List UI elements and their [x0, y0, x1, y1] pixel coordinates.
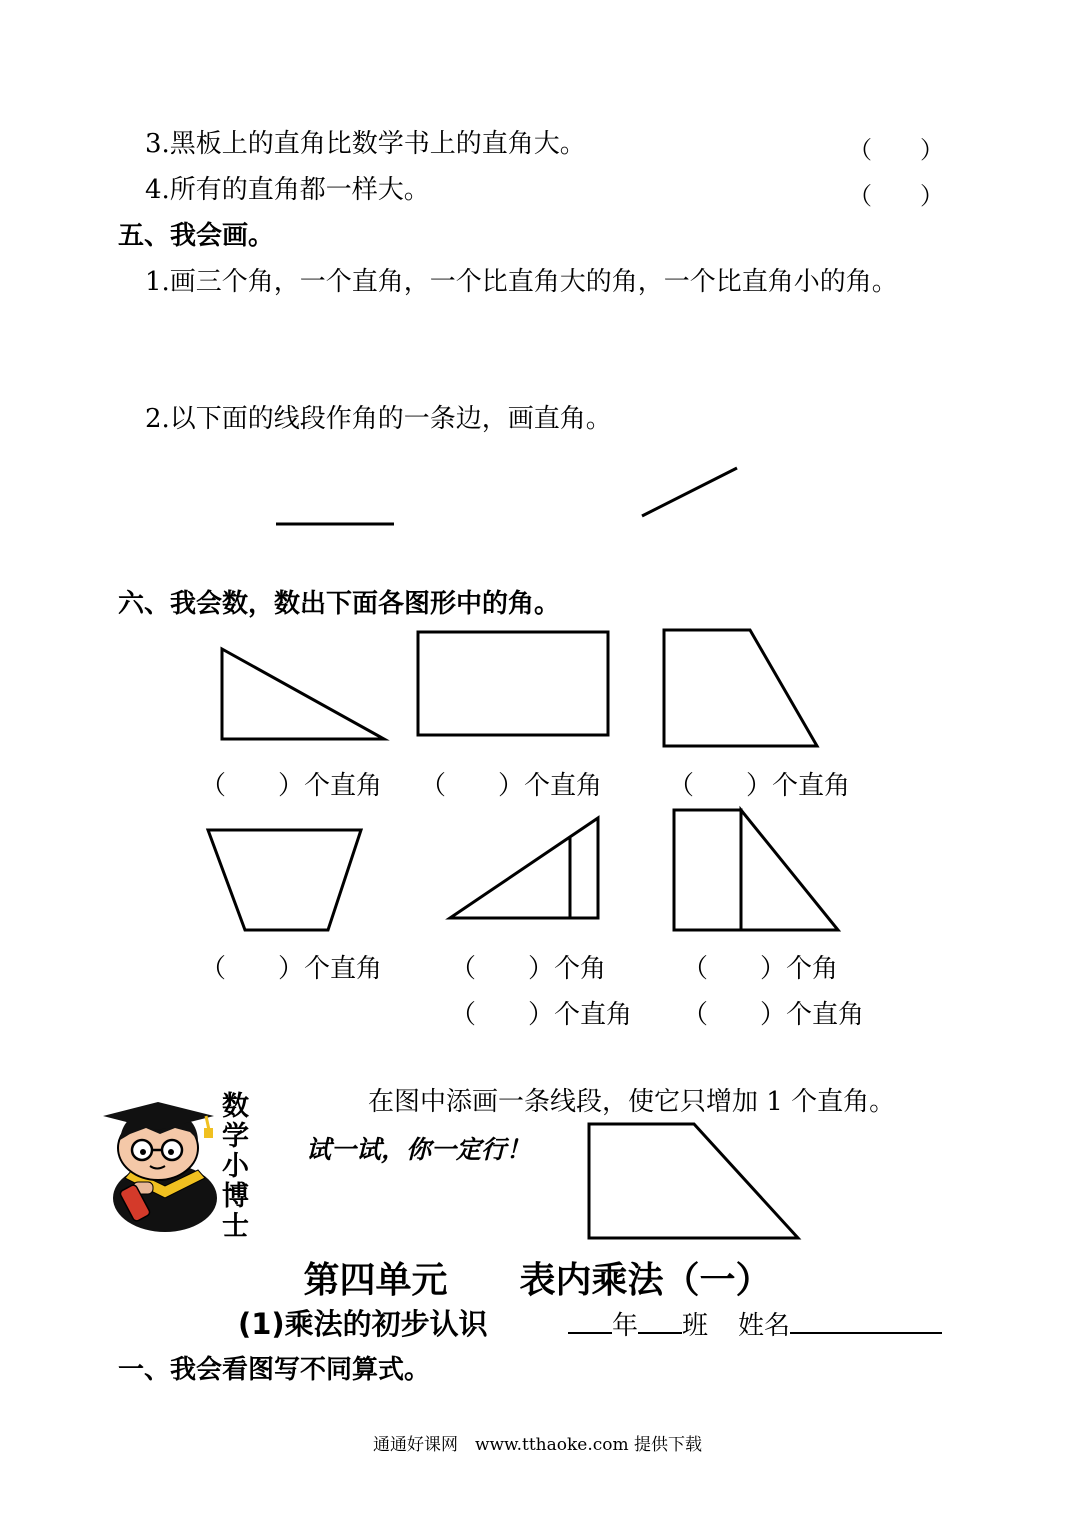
draw-section-heading: 五、我会画。: [118, 221, 275, 251]
doctor-trapezoid-figure: [589, 1124, 798, 1238]
rectangle-figure: [418, 632, 608, 735]
doctor-cartoon-icon: [103, 1102, 217, 1232]
answer-blank-q3[interactable]: （ ）: [848, 136, 944, 164]
count-section-heading: 六、我会数，数出下面各图形中的角。: [118, 589, 561, 619]
count-label-triangle: （ ）个直角: [200, 771, 383, 801]
answer-blank-q4[interactable]: （ ）: [848, 182, 944, 210]
unit-title: 第四单元 表内乘法（一）: [303, 1260, 772, 1301]
rect-with-triangle-triangle: [741, 810, 838, 930]
doctor-task: 在图中添画一条线段，使它只增加 1 个直角。: [368, 1087, 896, 1117]
judge-question-3: 3.黑板上的直角比数学书上的直角大。: [145, 129, 586, 159]
count-label-rectangle: （ ）个直角: [420, 771, 603, 801]
slanted-segment: [642, 468, 737, 516]
count-label-trapezoid: （ ）个直角: [200, 954, 383, 984]
count-label-rect-triangle-right: （ ）个直角: [682, 1000, 865, 1030]
draw-question-1: 1.画三个角，一个直角，一个比直角大的角，一个比直角小的角。: [145, 267, 898, 297]
draw-question-2: 2.以下面的线段作角的一条边，画直角。: [145, 404, 612, 434]
lesson-title: (1)乘法的初步认识: [238, 1307, 488, 1341]
math-doctor-label: 数学小博士: [222, 1091, 249, 1242]
footer-credit: 通通好课网 www.tthaoke.com 提供下载: [372, 1435, 703, 1455]
count-label-split-triangle-angles: （ ）个角: [450, 954, 607, 984]
name-label: 姓名: [738, 1311, 791, 1341]
class-label: 班: [682, 1311, 709, 1341]
right-triangle-figure: [222, 649, 384, 739]
doctor-slogan: 试一试，你一定行！: [306, 1135, 532, 1164]
isosceles-trapezoid-figure: [208, 830, 361, 930]
right-trapezoid-figure: [664, 630, 817, 746]
count-label-rect-triangle-angles: （ ）个角: [682, 954, 839, 984]
section1-heading: 一、我会看图写不同算式。: [118, 1355, 431, 1385]
count-label-right-trapezoid: （ ）个直角: [668, 771, 851, 801]
split-right-triangle-figure: [450, 818, 598, 918]
year-label: 年: [612, 1311, 639, 1341]
count-label-split-triangle-right: （ ）个直角: [450, 1000, 633, 1030]
judge-question-4: 4.所有的直角都一样大。: [145, 175, 430, 205]
rect-with-triangle-rect: [674, 810, 741, 930]
